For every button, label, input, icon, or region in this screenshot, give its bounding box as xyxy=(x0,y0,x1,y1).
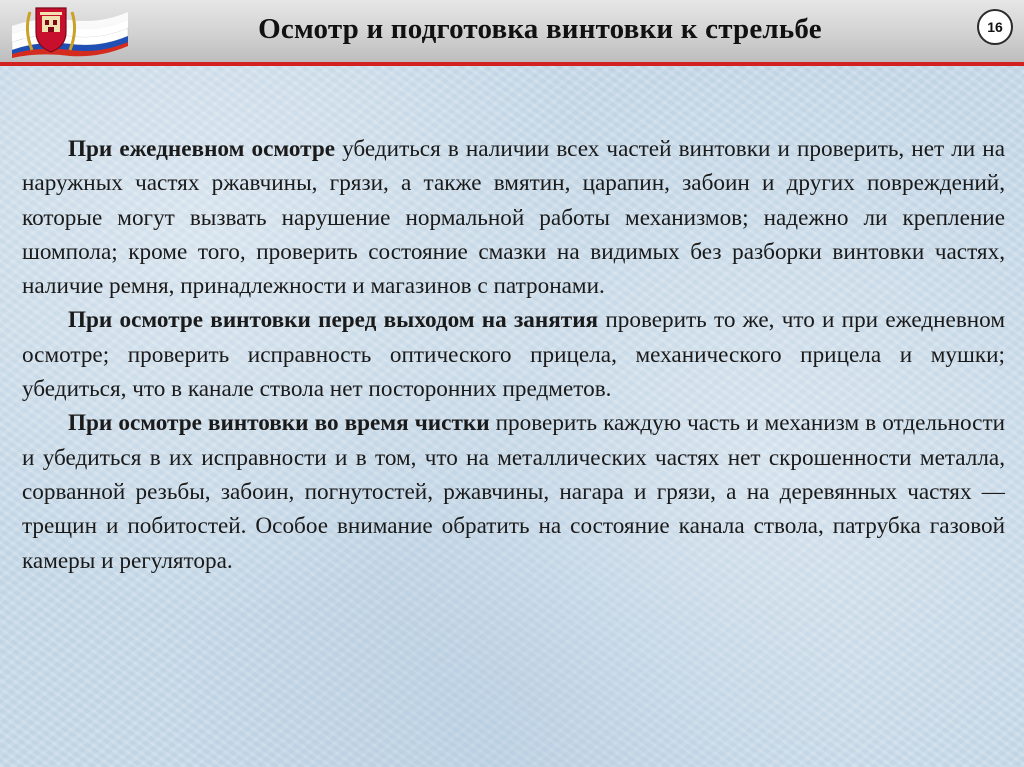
paragraph-text: убедиться в наличии всех частей винтовки и проверить, нет ли на наружных частях ржавчины, грязи, а также вмятин, царапин, забоин и других повреждений, которые могут вызвать нарушение нормальной работы механизмов; надежно ли крепление шомпола; кроме того, проверить состояние смазки на видимых без разборки винтовки частях, наличие ремня, принадлежности и магазинов с патронами. xyxy=(22,136,1006,300)
paragraph-heading: При ежедневном осмотре xyxy=(68,136,336,162)
paragraph-pre-training-inspection xyxy=(22,303,1005,406)
text-body xyxy=(22,132,1005,578)
paragraph-cleaning-inspection xyxy=(22,406,1005,577)
header-divider xyxy=(0,62,1024,66)
paragraph-text: проверить то же, что и при ежедневном осмотре; проверить исправность оптического прицела, механического прицела и мушки; убедиться, что в канале ствола нет посторонних предметов. xyxy=(22,307,1005,403)
paragraph-daily-inspection xyxy=(22,132,1005,303)
paragraph-heading: При осмотре винтовки перед выходом на занятия xyxy=(68,307,599,334)
page-title: Осмотр и подготовка винтовки к стрельбе xyxy=(258,13,822,45)
paragraph-text: проверить каждую часть и механизм в отдельности и убедиться в их исправности и в том, что на металлических частях нет скрошенности металла, сорванной резьбы, забоин, погнутостей, ржавчины, нагара и грязи, а на деревянных частях — трещин и побитостей. Особое внимание обратить на состояние канала ствола, патрубка газовой камеры и регулятора. xyxy=(22,410,1005,574)
header-bar xyxy=(0,0,1024,62)
paragraph-heading: При осмотре винтовки во время чистки xyxy=(68,410,490,437)
coat-of-arms-with-flag-icon xyxy=(10,2,130,58)
page-number-badge: 16 xyxy=(977,9,1013,45)
